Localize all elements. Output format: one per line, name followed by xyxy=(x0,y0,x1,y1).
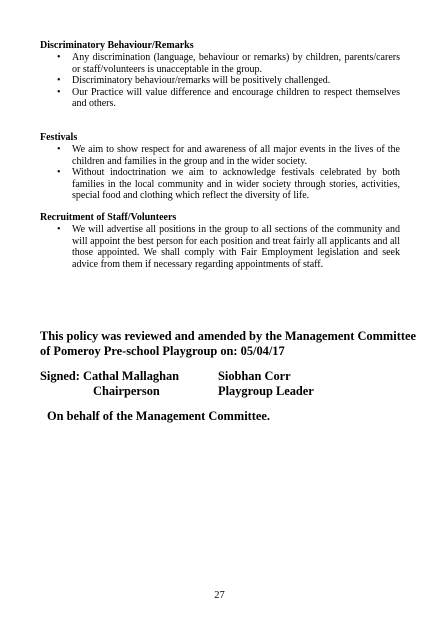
list-item: • Our Practice will value difference and encourage children to respect themselves and others. xyxy=(56,87,400,110)
list-item: • Any discrimination (language, behaviour or remarks) by children, parents/carers or staff/volunteers is unacceptable in the group. xyxy=(56,52,400,75)
bullet-list-discriminatory xyxy=(56,52,400,110)
list-item: • We aim to show respect for and awareness of all major events in the lives of the children and families in the group and in the wider society. xyxy=(56,144,400,167)
section-heading-recruitment: Recruitment of Staff/Volunteers xyxy=(40,212,177,223)
review-statement-line-2: of Pomeroy Pre-school Playgroup on: 05/04/17 xyxy=(40,344,285,358)
playgroup-leader-role: Playgroup Leader xyxy=(218,384,314,398)
playgroup-leader-name: Siobhan Corr xyxy=(218,369,291,383)
bullet-list-recruitment xyxy=(56,224,400,270)
on-behalf-statement: On behalf of the Management Committee. xyxy=(47,409,270,423)
signed-by-chairperson: Signed: Cathal Mallaghan xyxy=(40,369,180,383)
bullet-list-festivals xyxy=(56,144,400,202)
review-statement-line-1: This policy was reviewed and amended by the Management Committee xyxy=(40,329,416,343)
list-item: • Discriminatory behaviour/remarks will be positively challenged. xyxy=(56,75,400,87)
page-number: 27 xyxy=(214,590,225,601)
section-heading-discriminatory: Discriminatory Behaviour/Remarks xyxy=(40,40,194,51)
chairperson-role: Chairperson xyxy=(93,384,160,398)
list-item: • We will advertise all positions in the group to all sections of the community and will appoint the best person for each position and treat fairly all applicants and all those appointed. We shall comply with Fair Employment legislation and seek advice from them if necessary regarding appointments of staff. xyxy=(56,224,400,270)
section-heading-festivals: Festivals xyxy=(40,132,78,143)
list-item: • Without indoctrination we aim to acknowledge festivals celebrated by both families in the local community and in wider society through stories, activities, special food and clothing which reflect the diversity of life. xyxy=(56,167,400,202)
